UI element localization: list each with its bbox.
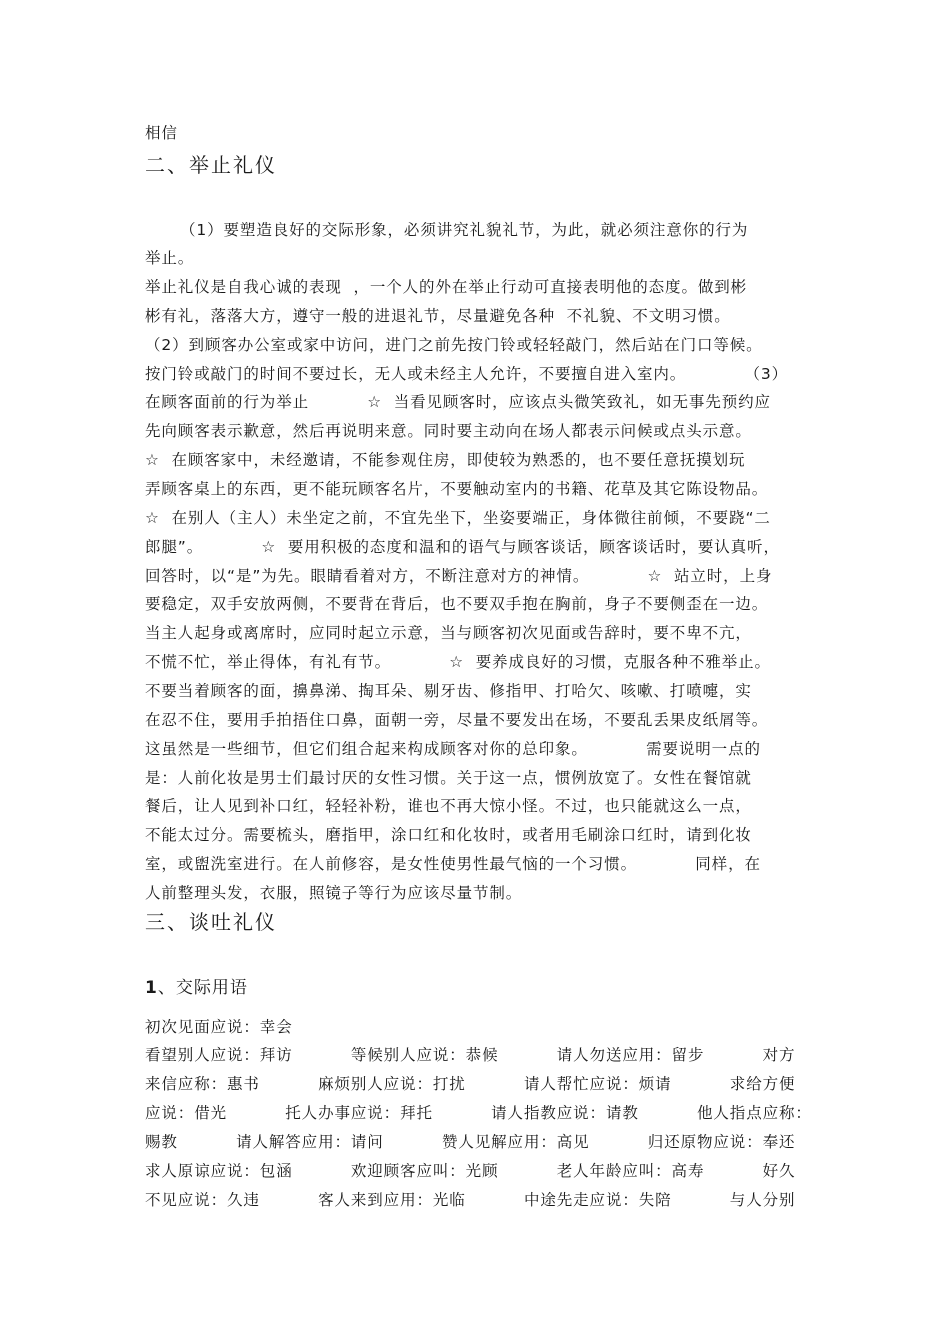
body-line: 人前整理头发，衣服，照镜子等行为应该尽量节制。	[145, 884, 523, 902]
body-line: 餐后，让人见到补口红，轻轻补粉，谁也不再大惊小怪。不过，也只能就这么一点，	[145, 797, 752, 815]
body-line: 彬有礼，落落大方，遵守一般的进退礼节，尽量避免各种 不礼貌、不文明习惯。	[145, 307, 731, 325]
body-line: 按门铃或敲门的时间不要过长，无人或未经主人允许，不要擅自进入室内。 （3）	[145, 365, 789, 383]
body-line: 举止。	[145, 249, 195, 267]
subsection-title: 、交际用语	[157, 978, 248, 998]
body-line: 是：人前化妆是男士们最讨厌的女性习惯。关于这一点，惯例放宽了。女性在餐馆就	[145, 769, 752, 787]
body-line: 在忍不住，要用手拍捂住口鼻，面朝一旁，尽量不要发出在场，不要乱丢果皮纸屑等。	[145, 711, 769, 729]
body-line: （2）到顾客办公室或家中访问，进门之前先按门铃或轻轻敲门，然后站在门口等候。	[145, 336, 763, 354]
body-line: 要稳定，双手安放两侧，不要背在背后，也不要双手抱在胸前，身子不要侧歪在一边。	[145, 595, 769, 613]
body-line: 弄顾客桌上的东西，更不能玩顾客名片，不要触动室内的书籍、花草及其它陈设物品。	[145, 480, 769, 498]
body-line: 这虽然是一些细节，但它们组合起来构成顾客对你的总印象。 需要说明一点的	[145, 740, 761, 758]
body-line: 不慌不忙，举止得体，有礼有节。 ☆ 要养成良好的习惯，克服各种不雅举止。	[145, 653, 771, 671]
body-line: 郎腿”。 ☆ 要用积极的态度和温和的语气与顾客谈话，顾客谈话时，要认真听，	[145, 538, 780, 556]
body-line: 在顾客面前的行为举止 ☆ 当看见顾客时，应该点头微笑致礼，如无事先预约应	[145, 393, 771, 411]
body-line: 不见应说：久违 客人来到应用：光临 中途先走应说：失陪 与人分别	[145, 1191, 796, 1209]
body-line: 来信应称：惠书 麻烦别人应说：打扰 请人帮忙应说：烦请 求给方便	[145, 1075, 796, 1093]
body-line: 室，或盥洗室进行。在人前修容，是女性使男性最气恼的一个习惯。 同样，在	[145, 855, 761, 873]
body-line: 应说：借光 托人办事应说：拜托 请人指教应说：请教 他人指点应称：	[145, 1104, 812, 1122]
intro-word: 相信	[145, 124, 178, 142]
subsection-heading	[145, 974, 248, 1002]
section-2-heading: 二、举止礼仪	[145, 153, 277, 177]
body-line: ☆ 在别人（主人）未坐定之前，不宜先坐下，坐姿要端正，身体微往前倾，不要跷“二	[145, 509, 771, 527]
body-line: 求人原谅应说：包涵 欢迎顾客应叫：光顾 老人年龄应叫：高寿 好久	[145, 1162, 796, 1180]
section-3-heading: 三、谈吐礼仪	[145, 910, 277, 934]
body-line: 当主人起身或离席时，应同时起立示意，当与顾客初次见面或告辞时，要不卑不亢，	[145, 624, 752, 642]
body-line: 初次见面应说：幸会	[145, 1018, 293, 1036]
body-line: 回答时，以“是”为先。眼睛看着对方，不断注意对方的神情。 ☆ 站立时，上身	[145, 567, 773, 585]
body-line: ☆ 在顾客家中，未经邀请，不能参观住房，即使较为熟悉的，也不要任意抚摸划玩	[145, 451, 746, 469]
body-line: 不要当着顾客的面，擤鼻涕、掏耳朵、剔牙齿、修指甲、打哈欠、咳嗽、打喷嚏，实	[145, 682, 752, 700]
body-line: 先向顾客表示歉意，然后再说明来意。同时要主动向在场人都表示问候或点头示意。	[145, 422, 752, 440]
body-line: 举止礼仪是自我心诚的表现 ，一个人的外在举止行动可直接表明他的态度。做到彬	[145, 278, 748, 296]
body-line: （1）要塑造良好的交际形象，必须讲究礼貌礼节，为此，就必须注意你的行为	[145, 221, 749, 239]
subsection-number: 1	[145, 978, 158, 998]
body-line: 看望别人应说：拜访 等候别人应说：恭候 请人勿送应用：留步 对方	[145, 1046, 796, 1064]
body-line: 赐教 请人解答应用：请问 赞人见解应用：高见 归还原物应说：奉还	[145, 1133, 796, 1151]
body-line: 不能太过分。需要梳头，磨指甲，涂口红和化妆时，或者用毛刷涂口红时，请到化妆	[145, 826, 752, 844]
